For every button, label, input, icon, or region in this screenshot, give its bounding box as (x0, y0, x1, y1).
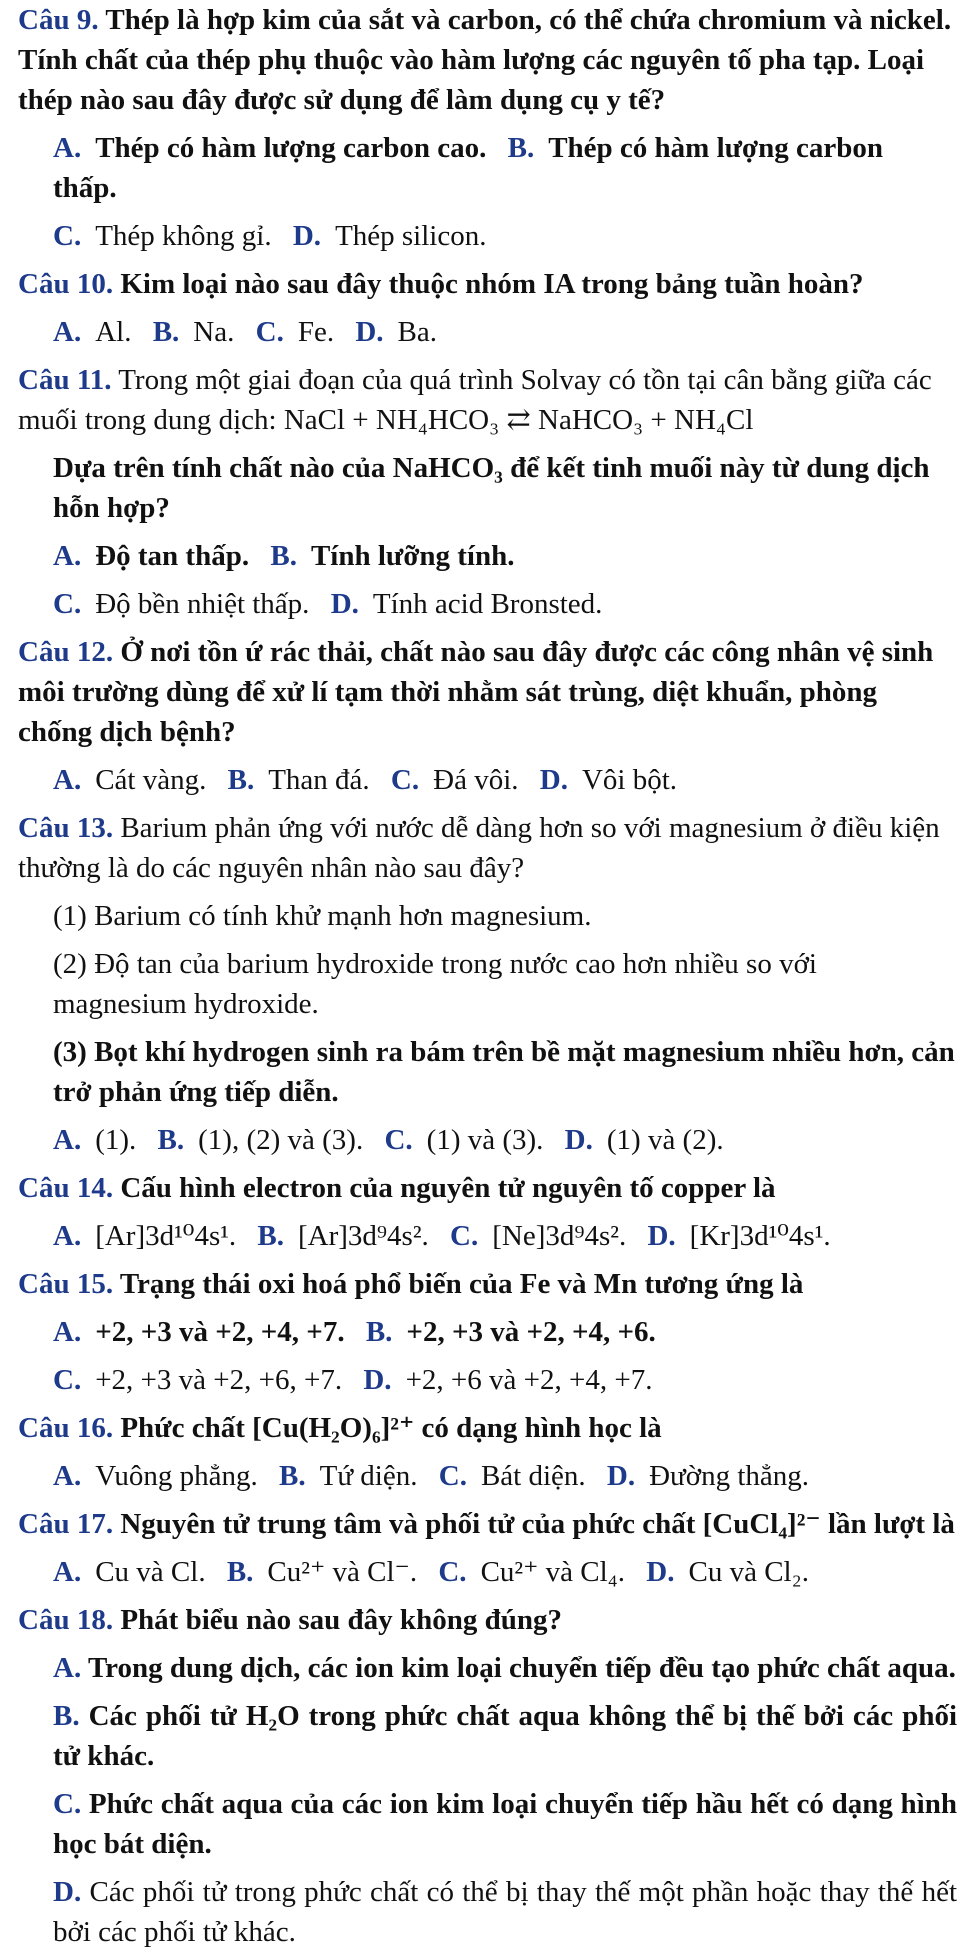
option-letter: B. (507, 132, 535, 164)
statement-3: (3) Bọt khí hydrogen sinh ra bám trên bề mặt magnesium nhiều hơn, cản trở phản ứng tiếp diễn. (53, 1036, 955, 1108)
option-a: Al. (95, 316, 132, 348)
option-letter: A. (53, 1556, 82, 1588)
q18-option-b (18, 1696, 957, 1776)
option-letter: A. (53, 1220, 82, 1252)
option-b: Cu²⁺ và Cl⁻. (267, 1556, 418, 1588)
statement-1: (1) Barium có tính khử mạnh hơn magnesium. (53, 900, 592, 932)
option-letter: C. (53, 220, 82, 252)
option-d: Đường thẳng. (649, 1460, 810, 1492)
question-15 (18, 1264, 957, 1304)
option-c: [Ne]3d⁹4s². (492, 1220, 627, 1252)
option-letter: B. (279, 1460, 306, 1492)
option-letter: D. (564, 1124, 593, 1156)
option-letter: A. (53, 1652, 82, 1684)
question-17 (18, 1504, 957, 1544)
option-letter: D. (363, 1364, 392, 1396)
option-letter: B. (152, 316, 180, 348)
option-letter: C. (53, 1364, 82, 1396)
option-letter: B. (227, 764, 255, 796)
option-b: Na. (193, 316, 235, 348)
q14-options (18, 1216, 957, 1256)
option-letter: B. (365, 1316, 393, 1348)
question-text: Trạng thái oxi hoá phổ biến của Fe và Mn tương ứng là (119, 1268, 804, 1300)
question-number: Câu 16. (18, 1412, 114, 1444)
q18-option-d (18, 1872, 957, 1952)
option-letter: C. (390, 764, 420, 796)
option-letter: A. (53, 540, 82, 572)
option-letter: D. (646, 1556, 675, 1588)
option-d: Thép silicon. (335, 220, 487, 252)
option-letter: A. (53, 1460, 82, 1492)
question-number: Câu 18. (18, 1604, 114, 1636)
option-letter: B. (270, 540, 297, 572)
question-text: Barium phản ứng với nước dễ dàng hơn so với magnesium ở điều kiện thường là do các nguyên nhân nào sau đây? (18, 812, 940, 884)
question-16 (18, 1408, 957, 1448)
option-letter: D. (53, 1876, 82, 1908)
option-a: +2, +3 và +2, +4, +7. (95, 1316, 345, 1348)
option-d: Các phối tử trong phức chất có thể bị thay thế một phần hoặc thay thế hết bởi các phối tử khác. (53, 1876, 958, 1948)
question-number: Câu 14. (18, 1172, 114, 1204)
q17-options (18, 1552, 957, 1592)
question-13 (18, 808, 957, 888)
option-letter: A. (53, 316, 82, 348)
option-letter: A. (53, 1124, 82, 1156)
q13-options (18, 1120, 957, 1160)
question-text: Kim loại nào sau đây thuộc nhóm IA trong bảng tuần hoàn? (120, 268, 864, 300)
question-text: Phức chất [Cu(H₂O)₆]²⁺ có dạng hình học là (120, 1412, 662, 1444)
option-letter: C. (438, 1556, 467, 1588)
option-letter: A. (53, 132, 82, 164)
option-d: Cu và Cl₂. (688, 1556, 809, 1588)
option-a: [Ar]3d¹⁰4s¹. (95, 1220, 237, 1252)
option-d: Tính acid Bronsted. (372, 588, 603, 620)
statement-2: (2) Độ tan của barium hydroxide trong nước cao hơn nhiều so với magnesium hydroxide. (53, 948, 817, 1020)
option-c: Cu²⁺ và Cl₄. (480, 1556, 626, 1588)
option-b: +2, +3 và +2, +4, +6. (406, 1316, 656, 1348)
q16-options (18, 1456, 957, 1496)
question-9 (18, 0, 957, 120)
option-a: Thép có hàm lượng carbon cao. (95, 132, 487, 164)
option-d: [Kr]3d¹⁰4s¹. (689, 1220, 831, 1252)
option-letter: C. (53, 1788, 82, 1820)
option-b: [Ar]3d⁹4s². (298, 1220, 429, 1252)
option-a: Cát vàng. (95, 764, 207, 796)
option-a: Độ tan thấp. (95, 540, 250, 572)
q11-options-row1 (18, 536, 957, 576)
q11-options-row2 (18, 584, 957, 624)
option-letter: D. (355, 316, 384, 348)
question-text: Cấu hình electron của nguyên tử nguyên tố copper là (120, 1172, 776, 1204)
option-c: Bát diện. (480, 1460, 586, 1492)
option-c: +2, +3 và +2, +6, +7. (95, 1364, 343, 1396)
option-d: +2, +6 và +2, +4, +7. (405, 1364, 653, 1396)
option-d: Ba. (397, 316, 437, 348)
option-letter: B. (157, 1124, 185, 1156)
option-b: Tứ diện. (319, 1460, 418, 1492)
question-11 (18, 360, 957, 440)
question-11-prompt: Dựa trên tính chất nào của NaHCO₃ để kết tinh muối này từ dung dịch hỗn hợp? (53, 452, 930, 524)
option-letter: B. (257, 1220, 285, 1252)
q9-options-row1 (18, 128, 957, 208)
question-text: Thép là hợp kim của sắt và carbon, có thể chứa chromium và nickel. Tính chất của thép phụ thuộc vào hàm lượng các nguyên tố pha tạp. Loại thép nào sau đây được sử dụng để làm dụng cụ y tế? (18, 4, 952, 116)
option-b: Than đá. (268, 764, 370, 796)
q15-options-row1 (18, 1312, 957, 1352)
option-c: (1) và (3). (426, 1124, 544, 1156)
option-letter: A. (53, 764, 82, 796)
option-c: Fe. (297, 316, 335, 348)
option-letter: B. (53, 1700, 80, 1732)
question-number: Câu 10. (18, 268, 114, 300)
question-number: Câu 12. (18, 636, 114, 668)
question-number: Câu 15. (18, 1268, 114, 1300)
q18-option-a (18, 1648, 957, 1688)
option-b: Các phối tử H₂O trong phức chất aqua không thể bị thế bởi các phối tử khác. (53, 1700, 958, 1772)
option-letter: D. (539, 764, 568, 796)
q12-options (18, 760, 957, 800)
option-a: Vuông phẳng. (95, 1460, 258, 1492)
question-number: Câu 11. (18, 364, 112, 396)
option-letter: A. (53, 1316, 82, 1348)
q9-options-row2 (18, 216, 957, 256)
question-18 (18, 1600, 957, 1640)
option-letter: C. (438, 1460, 467, 1492)
question-text: Ở nơi tồn ứ rác thải, chất nào sau đây được các công nhân vệ sinh môi trường dùng để xử lí tạm thời nhằm sát trùng, diệt khuẩn, phòng chống dịch bệnh? (18, 636, 934, 748)
option-b: Thép có hàm lượng carbon thấp. (53, 132, 883, 204)
q15-options-row2 (18, 1360, 957, 1400)
question-text: Phát biểu nào sau đây không đúng? (120, 1604, 562, 1636)
option-a: Cu và Cl. (95, 1556, 206, 1588)
option-letter: B. (226, 1556, 254, 1588)
option-a: Trong dung dịch, các ion kim loại chuyển tiếp đều tạo phức chất aqua. (87, 1652, 956, 1684)
question-14 (18, 1168, 957, 1208)
option-letter: D. (292, 220, 322, 252)
option-d: Vôi bột. (581, 764, 678, 796)
option-b: Tính lưỡng tính. (310, 540, 515, 572)
option-letter: D. (330, 588, 359, 620)
question-12 (18, 632, 957, 752)
option-a: (1). (95, 1124, 137, 1156)
option-b: (1), (2) và (3). (198, 1124, 364, 1156)
option-letter: C. (53, 588, 82, 620)
question-text: Trong một giai đoạn của quá trình Solvay có tồn tại cân bằng giữa các muối trong dung dịch: NaCl + NH₄HCO₃ ⇄ NaHCO₃ + NH₄Cl (18, 364, 932, 436)
question-number: Câu 17. (18, 1508, 114, 1540)
question-number: Câu 9. (18, 4, 99, 36)
option-c: Phức chất aqua của các ion kim loại chuyển tiếp hầu hết có dạng hình học bát diện. (53, 1788, 957, 1860)
option-c: Thép không gỉ. (95, 220, 272, 252)
option-letter: C. (384, 1124, 413, 1156)
option-letter: C. (450, 1220, 479, 1252)
option-letter: D. (606, 1460, 636, 1492)
option-letter: C. (255, 316, 284, 348)
option-c: Độ bền nhiệt thấp. (95, 588, 310, 620)
q10-options (18, 312, 957, 352)
q18-option-c (18, 1784, 957, 1864)
question-text: Nguyên tử trung tâm và phối tử của phức chất [CuCl₄]²⁻ lần lượt là (120, 1508, 955, 1540)
option-c: Đá vôi. (433, 764, 519, 796)
question-10 (18, 264, 957, 304)
option-letter: D. (647, 1220, 676, 1252)
option-d: (1) và (2). (606, 1124, 724, 1156)
question-number: Câu 13. (18, 812, 114, 844)
